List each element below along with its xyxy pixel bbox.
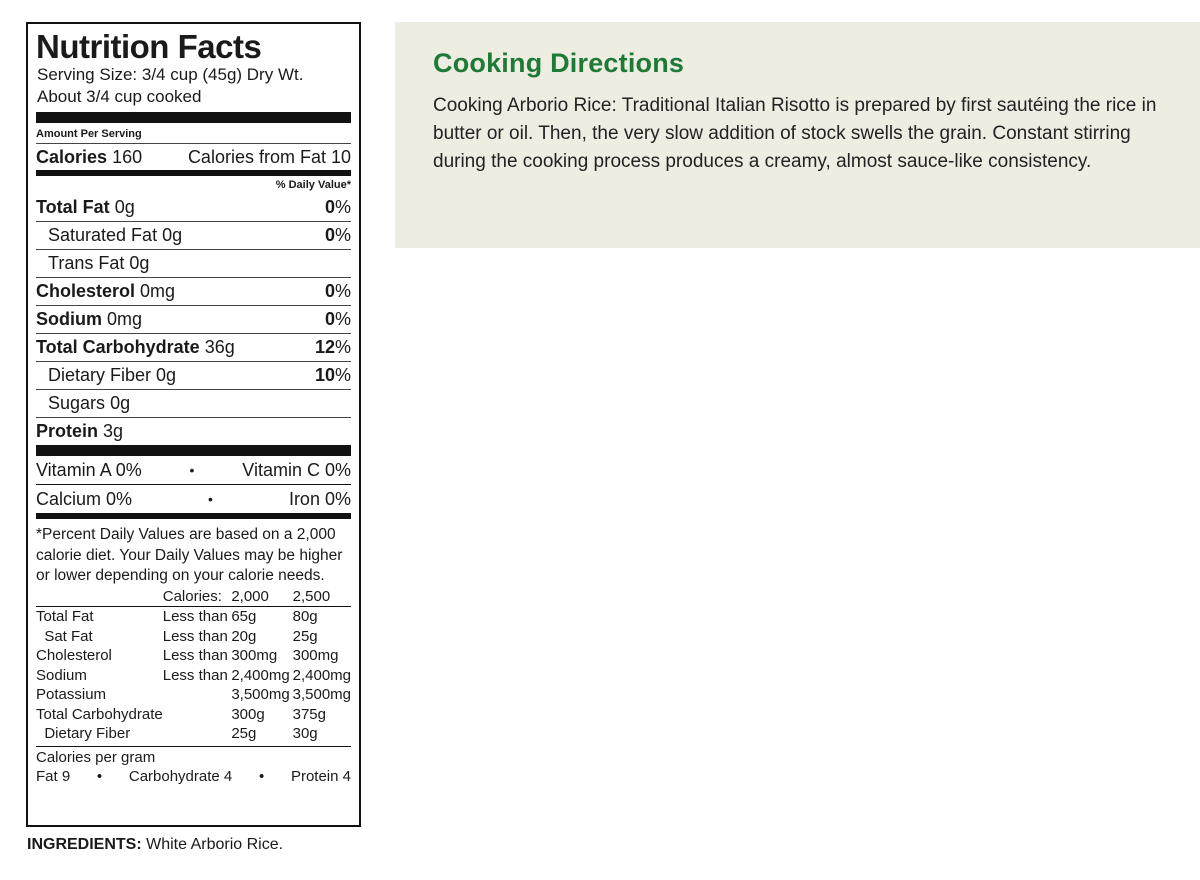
dv-table-cell	[163, 724, 232, 744]
cooking-directions-box	[395, 22, 1200, 248]
dv-table-cell: 300mg	[292, 647, 339, 664]
dv-table-cell	[163, 685, 232, 705]
thick-divider	[36, 112, 351, 123]
nutrient-label: Trans Fat	[48, 253, 125, 273]
vitamin-a: Vitamin A 0%	[36, 459, 142, 480]
dv-table-cell: 65g	[231, 608, 257, 625]
dv-table-cell: 300mg	[231, 647, 278, 664]
nutrient-amount: 0mg	[140, 281, 176, 301]
nutrient-row: Saturated Fat 0g 0%	[36, 221, 351, 249]
footnote: *Percent Daily Values are based on a 2,000 calorie diet. Your Daily Values may be higher or lower depending on your calorie needs.	[36, 526, 343, 584]
nutrient-label: Total Fat	[36, 196, 110, 217]
nutrient-label: Dietary Fiber	[48, 365, 152, 385]
dv-table-cell: 3,500mg	[231, 686, 290, 703]
nutrient-label: Cholesterol	[36, 281, 136, 301]
dv-table-cell: Less than	[162, 608, 228, 625]
dv-table-header	[36, 587, 351, 607]
ingredients	[27, 836, 283, 854]
vitamin-c: Vitamin C 0%	[242, 459, 351, 480]
iron: Iron 0%	[288, 488, 351, 509]
nutrient-daily-value: 0	[324, 196, 335, 217]
nutrient-daily-value: 10	[314, 365, 335, 385]
calories-per-gram-label: Calories per gram	[36, 748, 156, 766]
dv-table-cell: 300g	[231, 705, 265, 723]
nutrient-row: Total Fat 0g 0%	[36, 196, 351, 217]
dv-table-cell: 2,400mg	[292, 666, 351, 684]
dv-table-cell: Dietary Fiber	[36, 725, 131, 742]
bullet: •	[258, 768, 265, 785]
vitamin-row-1	[36, 456, 351, 484]
nutrition-facts-panel	[26, 22, 361, 827]
nutrient-amount: 0g	[129, 253, 150, 273]
nutrient-label: Protein	[36, 421, 99, 441]
dv-table-cell: 30g	[292, 725, 318, 742]
cpg-fat: Fat 9	[36, 768, 71, 785]
dv-table-row	[36, 627, 351, 647]
dv-table-cell: Total Carbohydrate	[36, 705, 163, 723]
cooking-directions-text: Cooking Arborio Rice: Traditional Italian Risotto is prepared by first sautéing the rice in butter or oil. Then, the very slow addition of stock swells the grain. Constant stirring during the cooking process produces a creamy, almost sauce-like consistency.	[433, 95, 1157, 172]
nutrient-rows	[36, 193, 351, 445]
nutrient-label: Total Carbohydrate	[36, 337, 200, 357]
nutrient-label: Sugars	[48, 393, 106, 413]
medium-divider	[36, 513, 351, 519]
bullet: •	[189, 462, 195, 478]
dv-table-row	[36, 685, 351, 705]
calories-row	[36, 143, 351, 170]
dv-table-cell: Potassium	[36, 686, 107, 703]
dv-table-cell: Calories:	[163, 587, 232, 607]
nutrient-row	[36, 249, 351, 277]
nutrient-row: Dietary Fiber 0g 10%	[36, 361, 351, 389]
dv-table-cell: 2,400mg	[231, 666, 290, 684]
dv-table-row	[36, 705, 351, 725]
servings-cooked: About 3/4 cup cooked	[37, 87, 202, 106]
dv-table-row	[36, 724, 351, 744]
ingredients-label: INGREDIENTS:	[27, 836, 142, 853]
nutrient-daily-value: 0	[324, 225, 335, 245]
nutrient-amount: 0g	[156, 365, 177, 385]
nutrient-amount: 36g	[204, 337, 235, 357]
calories-value: 160	[112, 146, 143, 167]
daily-value-header: % Daily Value*	[275, 179, 351, 191]
nutrient-amount: 3g	[103, 421, 124, 441]
nutrient-row: Cholesterol 0mg 0%	[36, 277, 351, 305]
nutrient-row: Total Carbohydrate 36g 12%	[36, 333, 351, 361]
dv-table-cell: Less than	[162, 627, 228, 645]
nutrient-amount: 0mg	[107, 309, 143, 329]
nutrient-label: Saturated Fat	[48, 225, 158, 245]
ingredients-text: White Arborio Rice.	[141, 836, 284, 853]
calories-per-gram	[36, 746, 351, 787]
dv-table-row	[36, 607, 351, 627]
dv-table-cell: 25g	[231, 725, 257, 742]
vitamin-row-2	[36, 485, 351, 513]
dv-table-cell: 80g	[292, 608, 318, 625]
dv-table-cell	[36, 587, 163, 607]
dv-table-cell: 20g	[231, 627, 257, 645]
nutrient-daily-value: 0	[324, 281, 335, 301]
nutrient-row: Sodium 0mg 0%	[36, 305, 351, 333]
nutrient-daily-value: 0	[324, 309, 335, 329]
dv-table-cell: 25g	[292, 627, 318, 645]
dv-table-cell: Less than	[162, 647, 228, 664]
nutrient-label: Sodium	[36, 309, 102, 329]
dv-table-cell: Sat Fat	[36, 627, 93, 645]
dv-table-cell: 3,500mg	[292, 686, 351, 703]
calories-from-fat: Calories from Fat 10	[187, 146, 351, 167]
dv-table-cell: 2,000	[231, 587, 292, 607]
nutrition-title: Nutrition Facts	[36, 28, 262, 65]
nutrient-row	[36, 417, 351, 445]
calories-label: Calories	[36, 146, 108, 167]
calcium: Calcium 0%	[36, 488, 133, 509]
bullet: •	[208, 491, 213, 507]
dv-table-cell: Less than	[162, 666, 228, 684]
cpg-carbohydrate: Carbohydrate 4	[128, 768, 233, 785]
nutrient-amount: 0g	[162, 225, 183, 245]
serving-size: Serving Size: 3/4 cup (45g) Dry Wt.	[37, 65, 304, 84]
dv-table-cell: Total Fat	[36, 608, 94, 625]
dv-table-row	[36, 666, 351, 686]
nutrient-daily-value: 12	[314, 337, 335, 357]
dv-table-cell	[163, 705, 232, 725]
amount-per-serving: Amount Per Serving	[36, 128, 142, 140]
dv-table-row	[36, 646, 351, 666]
nutrient-amount: 0g	[114, 196, 135, 217]
dv-table-cell: 2,500	[293, 587, 351, 607]
cpg-protein: Protein 4	[290, 768, 351, 785]
thick-divider	[36, 445, 351, 456]
dv-table-cell: Sodium	[36, 666, 87, 684]
daily-values-table	[36, 587, 351, 744]
nutrient-row	[36, 389, 351, 417]
dv-table-cell: Cholesterol	[36, 647, 112, 664]
cooking-directions-title: Cooking Directions	[433, 48, 685, 78]
nutrient-amount: 0g	[110, 393, 131, 413]
dv-table-cell: 375g	[292, 705, 326, 723]
bullet: •	[96, 768, 103, 785]
